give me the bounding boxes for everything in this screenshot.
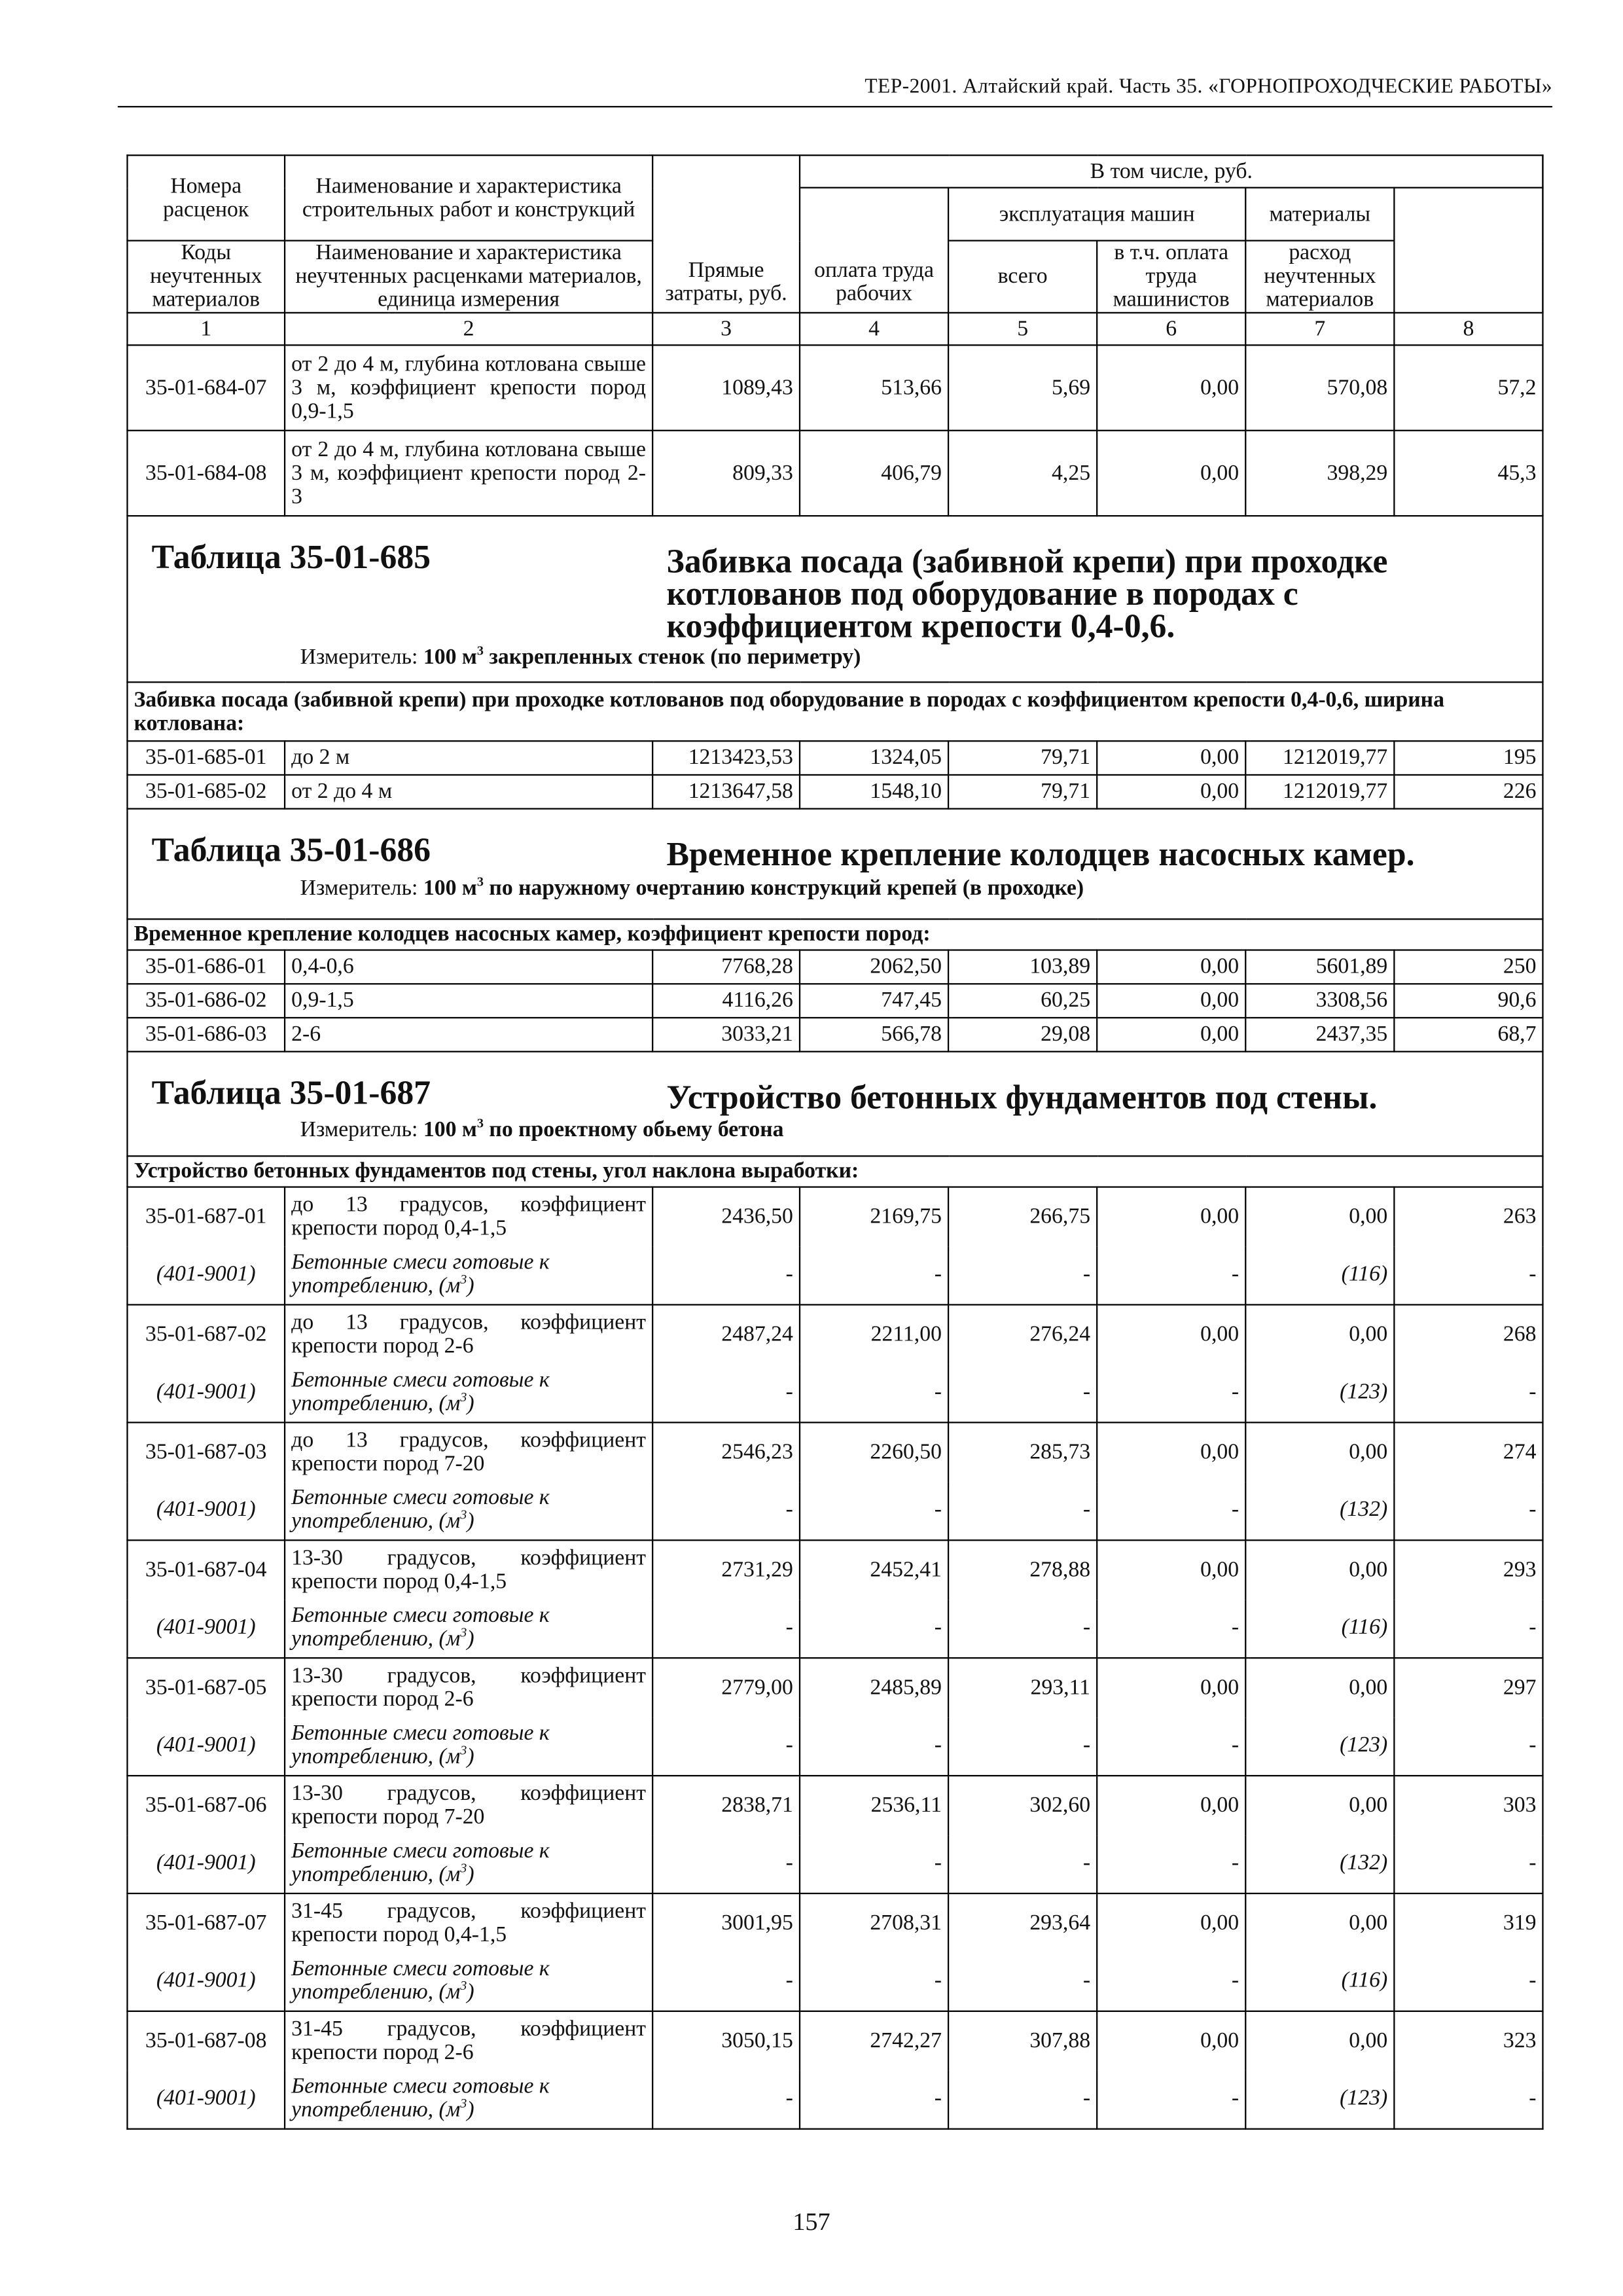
empty-value-dash: -: [652, 1481, 800, 1540]
direct-costs-value: 2838,71: [652, 1776, 800, 1835]
materials-value: 0,00: [1245, 1187, 1394, 1246]
material-name-text: Бетонные смеси готовые к употреблению, (м: [291, 1604, 550, 1652]
column-number: 3: [652, 313, 800, 345]
material-code: (401-9001): [127, 1599, 285, 1658]
empty-value-dash: -: [1394, 2070, 1543, 2129]
group-caption: Устройство бетонных фундаментов под стены, угол наклона выработки:: [127, 1156, 1543, 1187]
materials-value: 0,00: [1245, 2011, 1394, 2070]
wages-value: 2536,11: [800, 1776, 948, 1835]
material-row: [127, 1246, 1543, 1305]
material-name: [285, 1717, 652, 1776]
materials-value: 1212019,77: [1245, 741, 1394, 775]
direct-costs-value: 3001,95: [652, 1893, 800, 1952]
machines-total-value: 103,89: [948, 950, 1097, 984]
running-header: ТЕР-2001. Алтайский край. Часть 35. «ГОРНОПРОХОДЧЕСКИЕ РАБОТЫ»: [118, 77, 1552, 107]
wages-value: 2708,31: [800, 1893, 948, 1952]
group-caption-row: [127, 919, 1543, 950]
empty-value-dash: -: [800, 1952, 948, 2011]
header-direct-costs: Прямые затраты, руб.: [652, 155, 800, 313]
section-header-cell: [127, 809, 1543, 920]
machines-total-value: 5,69: [948, 345, 1097, 430]
rate-description: до 2 м: [285, 741, 652, 775]
material-unit-power: 3: [460, 1507, 467, 1522]
meter-unit-power: 3: [476, 643, 484, 658]
rate-description: до 13 градусов, коэффициент крепости пород 0,4-1,5: [285, 1187, 652, 1246]
material-name: [285, 1952, 652, 2011]
material-code: (401-9001): [127, 1717, 285, 1776]
machines-total-value: 293,64: [948, 1893, 1097, 1952]
column-number: 7: [1245, 313, 1394, 345]
empty-value-dash: -: [1394, 1952, 1543, 2011]
header-materials: материалы: [1245, 188, 1394, 241]
material-name: [285, 1835, 652, 1893]
meter-unit-power: 3: [476, 1115, 484, 1131]
direct-costs-value: 4116,26: [652, 984, 800, 1018]
labor-value: 45,3: [1394, 431, 1543, 516]
material-unit-power: 3: [460, 1860, 467, 1876]
empty-value-dash: -: [948, 1363, 1097, 1422]
page-number: 157: [793, 2208, 830, 2236]
table-row: [127, 1304, 1543, 1363]
rate-description: от 2 до 4 м: [285, 775, 652, 809]
empty-value-dash: -: [1097, 1952, 1245, 2011]
table-section-header: [127, 1052, 1543, 1157]
material-name-close: ): [467, 1510, 474, 1534]
materials-value: 0,00: [1245, 1658, 1394, 1717]
table-row: [127, 1187, 1543, 1246]
group-caption-row: [127, 1156, 1543, 1187]
wages-value: 2452,41: [800, 1540, 948, 1599]
wages-value: 406,79: [800, 431, 948, 516]
rate-code: 35-01-687-04: [127, 1540, 285, 1599]
material-quantity: (132): [1245, 1835, 1394, 1893]
machinist-wages-value: 0,00: [1097, 1018, 1245, 1052]
material-row: [127, 2070, 1543, 2129]
table-meter: [300, 1115, 784, 1142]
column-number: 8: [1394, 313, 1543, 345]
empty-value-dash: -: [948, 1717, 1097, 1776]
material-name-text: Бетонные смеси готовые к употреблению, (м: [291, 1369, 550, 1416]
table-meter: [300, 874, 1084, 901]
wages-value: 2485,89: [800, 1658, 948, 1717]
meter-description: закрепленных стенок (по периметру): [489, 646, 861, 670]
empty-value-dash: -: [652, 2070, 800, 2129]
meter-unit-power: 3: [476, 874, 484, 889]
material-row: [127, 1599, 1543, 1658]
labor-value: 268: [1394, 1304, 1543, 1363]
machines-total-value: 4,25: [948, 431, 1097, 516]
material-name-text: Бетонные смеси готовые к употреблению, (м: [291, 2075, 550, 2123]
rate-description: до 13 градусов, коэффициент крепости пород 2-6: [285, 1304, 652, 1363]
rate-code: 35-01-684-07: [127, 345, 285, 430]
material-row: [127, 1835, 1543, 1893]
column-number: 2: [285, 313, 652, 345]
rate-code: 35-01-687-08: [127, 2011, 285, 2070]
machines-total-value: 29,08: [948, 1018, 1097, 1052]
table-label: Таблица 35-01-687: [151, 1074, 431, 1111]
machines-total-value: 307,88: [948, 2011, 1097, 2070]
material-quantity: (123): [1245, 1363, 1394, 1422]
materials-value: 570,08: [1245, 345, 1394, 430]
table-label: Таблица 35-01-686: [151, 831, 431, 869]
column-number: 4: [800, 313, 948, 345]
table-section-header: [127, 809, 1543, 920]
material-unit-power: 3: [460, 1978, 467, 1994]
meter-prefix: Измеритель:: [300, 646, 418, 670]
machines-total-value: 285,73: [948, 1422, 1097, 1481]
wages-value: 566,78: [800, 1018, 948, 1052]
rate-code: 35-01-686-02: [127, 984, 285, 1018]
column-number: 5: [948, 313, 1097, 345]
rate-description: от 2 до 4 м, глубина котлована свыше 3 м, коэффициент крепости пород 2-3: [285, 431, 652, 516]
labor-value: 195: [1394, 741, 1543, 775]
wages-value: 2169,75: [800, 1187, 948, 1246]
material-code: (401-9001): [127, 1481, 285, 1540]
empty-value-dash: -: [1097, 1835, 1245, 1893]
meter-description: по проектному обьему бетона: [489, 1119, 784, 1142]
materials-value: 0,00: [1245, 1540, 1394, 1599]
labor-value: 323: [1394, 2011, 1543, 2070]
machinist-wages-value: 0,00: [1097, 1776, 1245, 1835]
labor-value: 319: [1394, 1893, 1543, 1952]
rate-description: 2-6: [285, 1018, 652, 1052]
meter-description: по наружному очертанию конструкций крепей (в проходке): [489, 877, 1084, 901]
section-header-cell: [127, 516, 1543, 682]
material-code: (401-9001): [127, 1835, 285, 1893]
material-unit-power: 3: [460, 1272, 467, 1287]
empty-value-dash: -: [1394, 1481, 1543, 1540]
rate-description: до 13 градусов, коэффициент крепости пород 7-20: [285, 1422, 652, 1481]
labor-value: 263: [1394, 1187, 1543, 1246]
material-name-text: Бетонные смеси готовые к употреблению, (м: [291, 1251, 550, 1299]
empty-value-dash: -: [948, 1599, 1097, 1658]
material-row: [127, 1363, 1543, 1422]
machinist-wages-value: 0,00: [1097, 431, 1245, 516]
machinist-wages-value: 0,00: [1097, 1893, 1245, 1952]
material-name-close: ): [467, 1392, 474, 1416]
labor-value: 250: [1394, 950, 1543, 984]
wages-value: 2062,50: [800, 950, 948, 984]
empty-value-dash: -: [800, 1835, 948, 1893]
material-name-close: ): [467, 1746, 474, 1770]
material-unit-power: 3: [460, 1625, 467, 1640]
direct-costs-value: 7768,28: [652, 950, 800, 984]
empty-value-dash: -: [652, 1835, 800, 1893]
material-quantity: (132): [1245, 1481, 1394, 1540]
machinist-wages-value: 0,00: [1097, 1422, 1245, 1481]
machines-total-value: 79,71: [948, 775, 1097, 809]
direct-costs-value: 2779,00: [652, 1658, 800, 1717]
material-name: [285, 1599, 652, 1658]
header-machinist-wages: в т.ч. оплата труда машинистов: [1097, 241, 1245, 313]
direct-costs-value: 809,33: [652, 431, 800, 516]
direct-costs-value: 2436,50: [652, 1187, 800, 1246]
material-name-close: ): [467, 1863, 474, 1888]
table-row: [127, 1776, 1543, 1835]
material-name-text: Бетонные смеси готовые к употреблению, (м: [291, 1958, 550, 2005]
group-caption: Временное крепление колодцев насосных камер, коэффициент крепости пород:: [127, 919, 1543, 950]
machinist-wages-value: 0,00: [1097, 1540, 1245, 1599]
rate-code: 35-01-684-08: [127, 431, 285, 516]
table-meter: [300, 643, 861, 670]
meter-prefix: Измеритель:: [300, 877, 418, 901]
material-row: [127, 1481, 1543, 1540]
material-name-close: ): [467, 1274, 474, 1299]
material-name-text: Бетонные смеси готовые к употреблению, (м: [291, 1840, 550, 1888]
wages-value: 1548,10: [800, 775, 948, 809]
empty-value-dash: -: [1097, 1717, 1245, 1776]
table-row: [127, 775, 1543, 809]
header-work-name: Наименование и характеристика строительных работ и конструкций: [285, 155, 652, 240]
rate-description: от 2 до 4 м, глубина котлована свыше 3 м, коэффициент крепости пород 0,9-1,5: [285, 345, 652, 430]
material-name-close: ): [467, 1981, 474, 2005]
table-row: [127, 1893, 1543, 1952]
material-code: (401-9001): [127, 1952, 285, 2011]
machinist-wages-value: 0,00: [1097, 345, 1245, 430]
material-unit-power: 3: [460, 1390, 467, 1405]
empty-value-dash: -: [800, 1717, 948, 1776]
machinist-wages-value: 0,00: [1097, 1304, 1245, 1363]
machinist-wages-value: 0,00: [1097, 741, 1245, 775]
table-row: [127, 741, 1543, 775]
empty-value-dash: -: [1097, 1481, 1245, 1540]
wages-value: 747,45: [800, 984, 948, 1018]
direct-costs-value: 2731,29: [652, 1540, 800, 1599]
direct-costs-value: 3050,15: [652, 2011, 800, 2070]
table-row: [127, 984, 1543, 1018]
labor-value: 90,6: [1394, 984, 1543, 1018]
empty-value-dash: -: [948, 2070, 1097, 2129]
materials-value: 0,00: [1245, 1422, 1394, 1481]
empty-value-dash: -: [652, 1599, 800, 1658]
empty-value-dash: -: [1394, 1363, 1543, 1422]
machines-total-value: 266,75: [948, 1187, 1097, 1246]
direct-costs-value: 2546,23: [652, 1422, 800, 1481]
machines-total-value: 293,11: [948, 1658, 1097, 1717]
material-code: (401-9001): [127, 2070, 285, 2129]
rate-description: 0,9-1,5: [285, 984, 652, 1018]
table-row: [127, 345, 1543, 430]
meter-prefix: Измеритель:: [300, 1119, 418, 1142]
materials-value: 5601,89: [1245, 950, 1394, 984]
materials-value: 398,29: [1245, 431, 1394, 516]
rate-description: 31-45 градусов, коэффициент крепости пород 2-6: [285, 2011, 652, 2070]
empty-value-dash: -: [1097, 1599, 1245, 1658]
labor-value: 297: [1394, 1658, 1543, 1717]
material-quantity: (116): [1245, 1599, 1394, 1658]
table-row: [127, 1018, 1543, 1052]
header-including: В том числе, руб.: [800, 155, 1543, 187]
table-title: Временное крепление колодцев насосных камер.: [666, 836, 1415, 873]
material-quantity: (116): [1245, 1952, 1394, 2011]
material-quantity: (123): [1245, 1717, 1394, 1776]
material-quantity: (123): [1245, 2070, 1394, 2129]
header-wages: оплата труда рабочих: [800, 188, 948, 313]
material-name-close: ): [467, 2099, 474, 2123]
rate-code: 35-01-685-01: [127, 741, 285, 775]
material-name-text: Бетонные смеси готовые к употреблению, (м: [291, 1722, 550, 1770]
empty-value-dash: -: [800, 2070, 948, 2129]
material-name: [285, 1481, 652, 1540]
meter-unit: 100 м: [423, 1119, 477, 1142]
rate-description: 13-30 градусов, коэффициент крепости пород 0,4-1,5: [285, 1540, 652, 1599]
labor-value: 68,7: [1394, 1018, 1543, 1052]
meter-unit: 100 м: [423, 877, 477, 901]
material-unit-power: 3: [460, 1743, 467, 1758]
table-label: Таблица 35-01-685: [151, 539, 431, 576]
header-mat-name: Наименование и характеристика неучтенных расценками материалов, единица измерения: [285, 241, 652, 313]
material-code: (401-9001): [127, 1246, 285, 1305]
direct-costs-value: 1213423,53: [652, 741, 800, 775]
material-row: [127, 1717, 1543, 1776]
empty-value-dash: -: [1394, 1599, 1543, 1658]
rate-description: 31-45 градусов, коэффициент крепости пород 0,4-1,5: [285, 1893, 652, 1952]
material-quantity: (116): [1245, 1246, 1394, 1305]
materials-value: 0,00: [1245, 1893, 1394, 1952]
empty-value-dash: -: [1394, 1717, 1543, 1776]
material-row: [127, 1952, 1543, 2011]
machinist-wages-value: 0,00: [1097, 1658, 1245, 1717]
table-row: [127, 2011, 1543, 2070]
empty-value-dash: -: [652, 1363, 800, 1422]
column-numbers-row: [127, 313, 1543, 345]
rate-code: 35-01-687-02: [127, 1304, 285, 1363]
material-code: (401-9001): [127, 1363, 285, 1422]
header-machines: эксплуатация машин: [948, 188, 1245, 241]
empty-value-dash: -: [652, 1717, 800, 1776]
labor-value: 57,2: [1394, 345, 1543, 430]
header-rate-number: Номера расценок: [127, 155, 285, 240]
table-row: [127, 1422, 1543, 1481]
section-header-cell: [127, 1052, 1543, 1157]
group-caption: Забивка посада (забивной крепи) при проходке котлованов под оборудование в породах с коэффициентом крепости 0,4-0,6, ширина котлована:: [127, 682, 1543, 741]
materials-value: 1212019,77: [1245, 775, 1394, 809]
table-row: [127, 431, 1543, 516]
empty-value-dash: -: [1097, 1246, 1245, 1305]
meter-unit: 100 м: [423, 646, 477, 670]
machinist-wages-value: 0,00: [1097, 984, 1245, 1018]
rate-code: 35-01-686-01: [127, 950, 285, 984]
empty-value-dash: -: [800, 1246, 948, 1305]
table-row: [127, 1658, 1543, 1717]
direct-costs-value: 1213647,58: [652, 775, 800, 809]
rate-code: 35-01-687-06: [127, 1776, 285, 1835]
direct-costs-value: 2487,24: [652, 1304, 800, 1363]
empty-value-dash: -: [948, 1246, 1097, 1305]
table-row: [127, 1540, 1543, 1599]
material-name: [285, 2070, 652, 2129]
wages-value: 513,66: [800, 345, 948, 430]
empty-value-dash: -: [800, 1363, 948, 1422]
rate-code: 35-01-687-05: [127, 1658, 285, 1717]
table-title: Забивка посада (забивной крепи) при проходке котлованов под оборудование в породах с коэффициентом крепости 0,4-0,6.: [666, 543, 1388, 645]
machinist-wages-value: 0,00: [1097, 1187, 1245, 1246]
labor-value: 303: [1394, 1776, 1543, 1835]
materials-value: 2437,35: [1245, 1018, 1394, 1052]
material-name-close: ): [467, 1628, 474, 1652]
rate-code: 35-01-686-03: [127, 1018, 285, 1052]
header-machines-total: всего: [948, 241, 1097, 313]
rate-description: 13-30 градусов, коэффициент крепости пород 2-6: [285, 1658, 652, 1717]
labor-value: 274: [1394, 1422, 1543, 1481]
empty-value-dash: -: [948, 1952, 1097, 2011]
material-unit-power: 3: [460, 2096, 467, 2111]
empty-value-dash: -: [1097, 1363, 1245, 1422]
empty-value-dash: -: [652, 1246, 800, 1305]
rate-description: 13-30 градусов, коэффициент крепости пород 7-20: [285, 1776, 652, 1835]
machines-total-value: 278,88: [948, 1540, 1097, 1599]
wages-value: 2742,27: [800, 2011, 948, 2070]
rate-code: 35-01-685-02: [127, 775, 285, 809]
empty-value-dash: -: [652, 1952, 800, 2011]
machines-total-value: 276,24: [948, 1304, 1097, 1363]
machinist-wages-value: 0,00: [1097, 2011, 1245, 2070]
materials-value: 0,00: [1245, 1304, 1394, 1363]
header-mat-codes: Коды неучтенных материалов: [127, 241, 285, 313]
empty-value-dash: -: [948, 1835, 1097, 1893]
rate-code: 35-01-687-01: [127, 1187, 285, 1246]
material-name: [285, 1246, 652, 1305]
table-section-header: [127, 516, 1543, 682]
column-number: 6: [1097, 313, 1245, 345]
rates-table: [126, 154, 1543, 2130]
empty-value-dash: -: [800, 1481, 948, 1540]
empty-value-dash: -: [1394, 1246, 1543, 1305]
material-name: [285, 1363, 652, 1422]
wages-value: 1324,05: [800, 741, 948, 775]
material-name-text: Бетонные смеси готовые к употреблению, (м: [291, 1486, 550, 1534]
rate-description: 0,4-0,6: [285, 950, 652, 984]
machinist-wages-value: 0,00: [1097, 775, 1245, 809]
machinist-wages-value: 0,00: [1097, 950, 1245, 984]
machines-total-value: 79,71: [948, 741, 1097, 775]
materials-value: 0,00: [1245, 1776, 1394, 1835]
empty-value-dash: -: [948, 1481, 1097, 1540]
empty-value-dash: -: [1097, 2070, 1245, 2129]
machines-total-value: 60,25: [948, 984, 1097, 1018]
wages-value: 2260,50: [800, 1422, 948, 1481]
direct-costs-value: 1089,43: [652, 345, 800, 430]
rate-code: 35-01-687-07: [127, 1893, 285, 1952]
wages-value: 2211,00: [800, 1304, 948, 1363]
empty-value-dash: -: [1394, 1835, 1543, 1893]
labor-value: 293: [1394, 1540, 1543, 1599]
empty-value-dash: -: [800, 1599, 948, 1658]
rate-code: 35-01-687-03: [127, 1422, 285, 1481]
materials-value: 3308,56: [1245, 984, 1394, 1018]
direct-costs-value: 3033,21: [652, 1018, 800, 1052]
group-caption-row: [127, 682, 1543, 741]
table-row: [127, 950, 1543, 984]
header-unaccounted-materials: расход неучтенных материалов: [1245, 241, 1394, 313]
labor-value: 226: [1394, 775, 1543, 809]
machines-total-value: 302,60: [948, 1776, 1097, 1835]
table-title: Устройство бетонных фундаментов под стены.: [666, 1079, 1378, 1116]
column-number: 1: [127, 313, 285, 345]
